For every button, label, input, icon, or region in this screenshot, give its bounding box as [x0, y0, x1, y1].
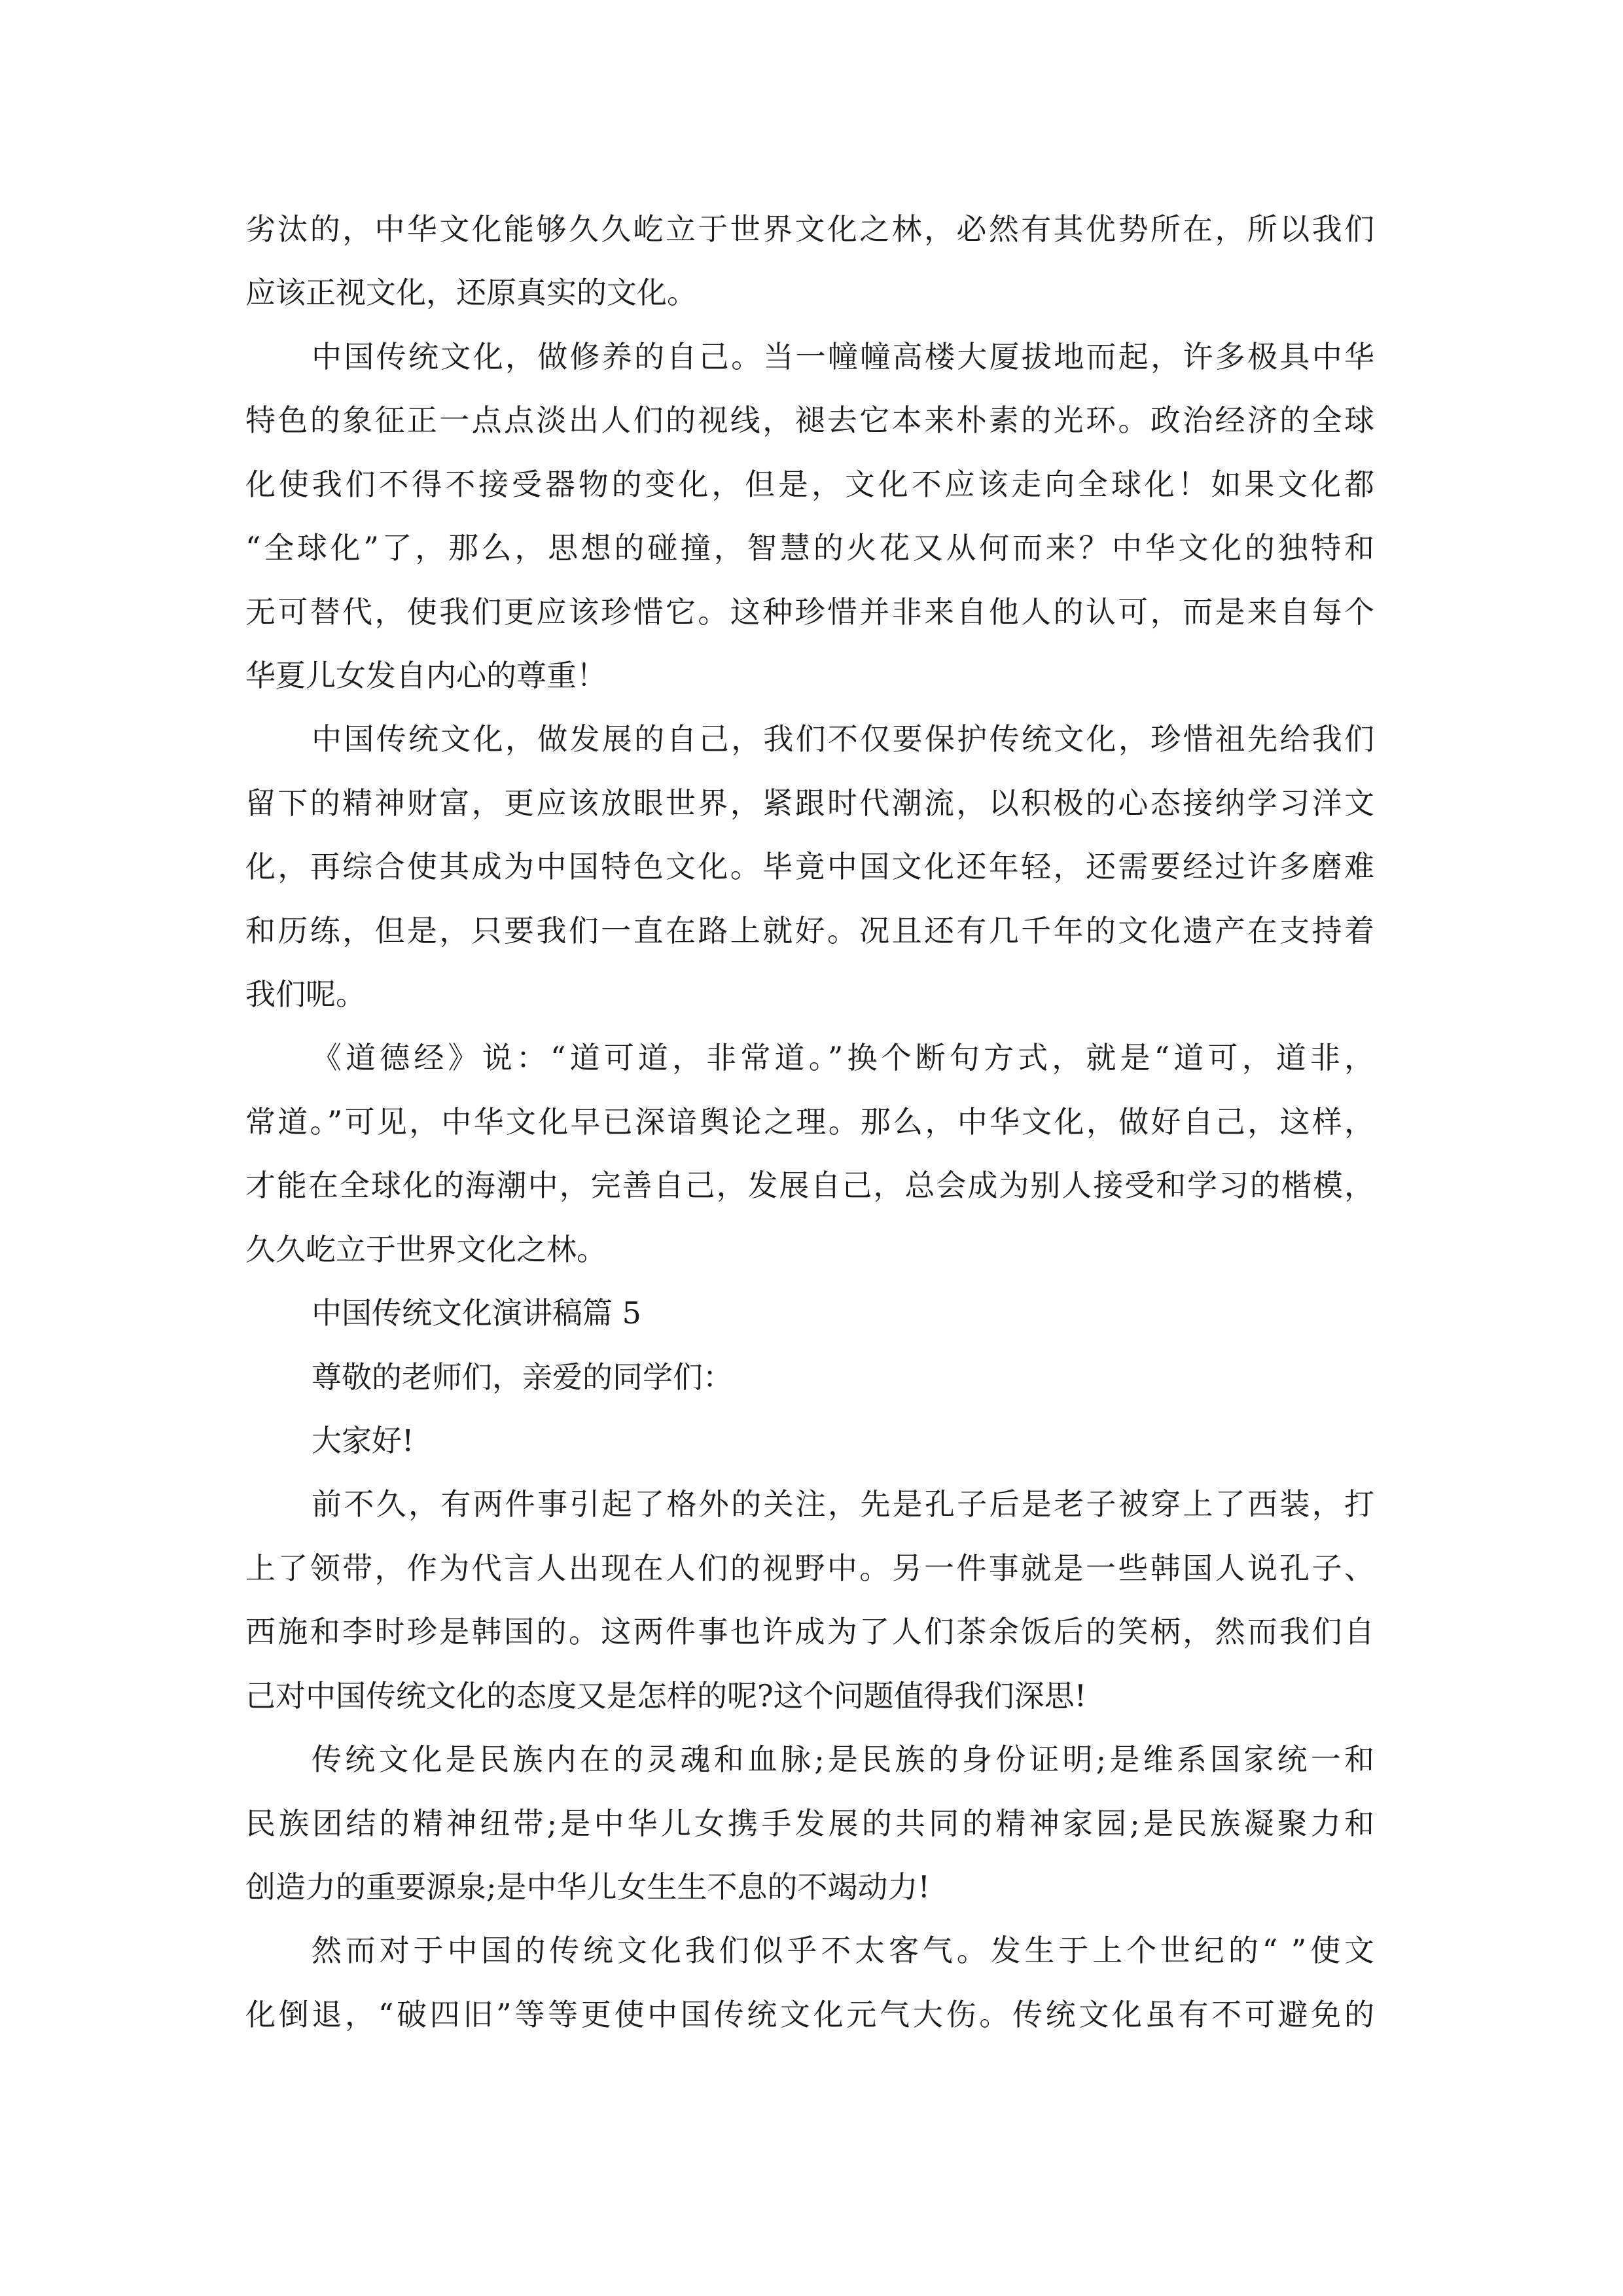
text-line: 中国传统文化，做发展的自己，我们不仅要保护传统文化，珍惜祖先给我们 [312, 721, 1374, 757]
paragraph [245, 708, 1374, 1026]
text-line: 我们呢。 [245, 977, 366, 1013]
text-line: 前不久，有两件事引起了格外的关注，先是孔子后是老子被穿上了西装，打 [312, 1486, 1374, 1522]
text-line: “全球化”了，那么，思想的碰撞，智慧的火花又从何而来？中华文化的独特和 [245, 530, 1374, 566]
salutation-text: 尊敬的老师们，亲爱的同学们： [312, 1359, 733, 1395]
text-line: 华夏儿女发自内心的尊重！ [245, 657, 607, 693]
section-heading [245, 1282, 1374, 1345]
heading-text: 中国传统文化演讲稿篇 5 [312, 1295, 641, 1331]
paragraph [245, 1026, 1374, 1282]
paragraph [245, 1728, 1374, 1919]
greeting-text: 大家好! [312, 1423, 414, 1459]
text-line: 留下的精神财富，更应该放眼世界，紧跟时代潮流，以积极的心态接纳学习洋文 [245, 785, 1374, 821]
text-line: 化倒退，“破四旧”等等更使中国传统文化元气大伤。传统文化虽有不可避免的 [245, 1996, 1374, 2032]
text-line: 上了领带，作为代言人出现在人们的视野中。另一件事就是一些韩国人说孔子、 [245, 1550, 1374, 1586]
text-line: 创造力的重要源泉;是中华儿女生生不息的不竭动力! [245, 1869, 930, 1905]
text-line: 然而对于中国的传统文化我们似乎不太客气。发生于上个世纪的“ ”使文 [312, 1933, 1374, 1969]
text-line: 民族团结的精神纽带;是中华儿女携手发展的共同的精神家园;是民族凝聚力和 [245, 1805, 1374, 1841]
paragraph [245, 1919, 1374, 2047]
text-line: 才能在全球化的海潮中，完善自己，发展自己，总会成为别人接受和学习的楷模， [245, 1168, 1374, 1204]
text-line: 中国传统文化，做修养的自己。当一幢幢高楼大厦拔地而起，许多极具中华 [312, 338, 1374, 374]
paragraph [245, 325, 1374, 708]
text-line: 无可替代，使我们更应该珍惜它。这种珍惜并非来自他人的认可，而是来自每个 [245, 594, 1374, 630]
text-line: 常道。”可见，中华文化早已深谙舆论之理。那么，中华文化，做好自己，这样， [245, 1103, 1374, 1139]
greeting [245, 1409, 1374, 1473]
text-line: 劣汰的，中华文化能够久久屹立于世界文化之林，必然有其优势所在，所以我们 [245, 211, 1374, 247]
text-line: 和历练，但是，只要我们一直在路上就好。况且还有几千年的文化遗产在支持着 [245, 912, 1374, 948]
document-body [245, 198, 1374, 2047]
text-line: 传统文化是民族内在的灵魂和血脉;是民族的身份证明;是维系国家统一和 [312, 1742, 1374, 1778]
text-line: 己对中国传统文化的态度又是怎样的呢?这个问题值得我们深思! [245, 1677, 1087, 1713]
text-line: 化使我们不得不接受器物的变化，但是，文化不应该走向全球化！如果文化都 [245, 466, 1374, 502]
text-line: 应该正视文化，还原真实的文化。 [245, 275, 697, 311]
text-line: 久久屹立于世界文化之林。 [245, 1231, 607, 1267]
text-line: 西施和李时珍是韩国的。这两件事也许成为了人们茶余饭后的笑柄，然而我们自 [245, 1614, 1374, 1650]
paragraph [245, 1473, 1374, 1728]
paragraph [245, 198, 1374, 325]
text-line: 特色的象征正一点点淡出人们的视线，褪去它本来朴素的光环。政治经济的全球 [245, 403, 1374, 439]
text-line: 化，再综合使其成为中国特色文化。毕竟中国文化还年轻，还需要经过许多磨难 [245, 849, 1374, 885]
text-line: 《道德经》说：“道可道，非常道。”换个断句方式，就是“道可，道非， [312, 1040, 1374, 1076]
salutation [245, 1346, 1374, 1409]
